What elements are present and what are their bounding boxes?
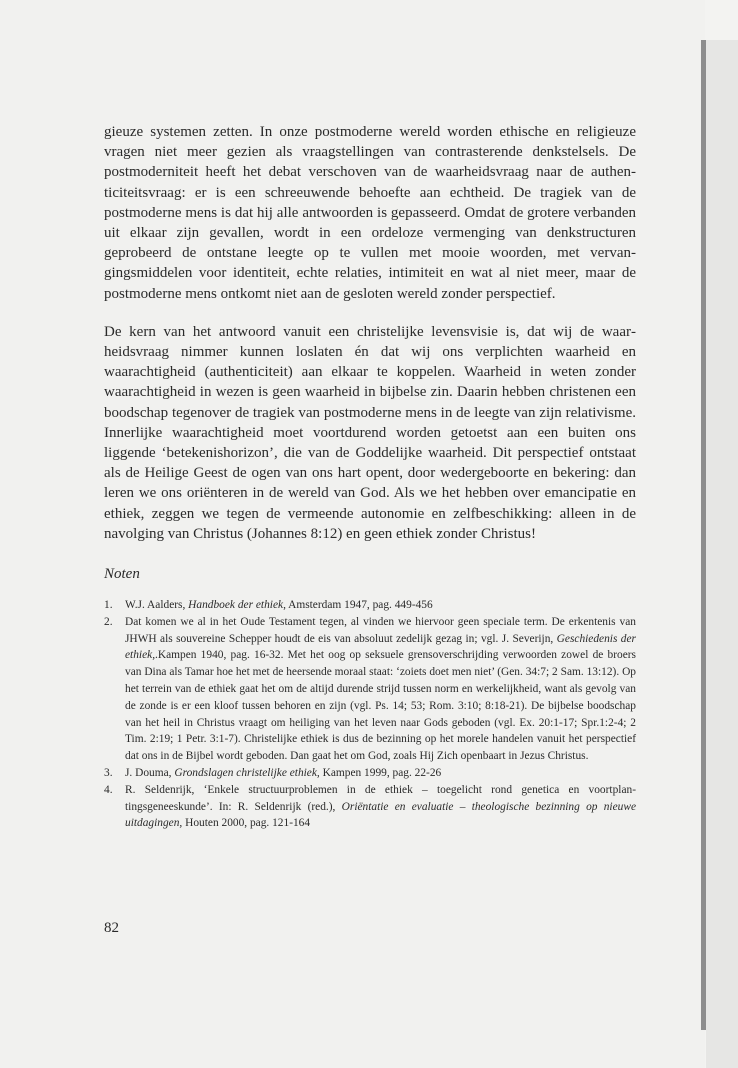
note-text: W.J. Aalders,: [125, 599, 189, 612]
note-number: 2.: [104, 615, 113, 628]
note-title: Oriëntatie en evaluatie – theologische bezinning op nieuwe uitdagingen,: [125, 800, 636, 830]
note-text: Dat komen we al in het Oude Testament tegen, al vinden we hiervoor geen speciale term. De erkentenis van JHWH als souvereine Schepper houdt de eis van absoluut zedelijk gezag in; vgl. J. Severijn,: [125, 615, 636, 645]
next-page-edge: [706, 40, 738, 1068]
note-text: , Amsterdam 1947, pag. 449-456: [283, 599, 433, 612]
note-item: [104, 782, 636, 832]
notes-list: [104, 597, 636, 832]
body-paragraph: De kern van het antwoord vanuit een christelijke levensvisie is, dat wij de waarheidsvraag nimmer kunnen loslaten én dat wij ons verplichten waarheid en waarachtigheid (authenticiteit) aan elkaar te koppelen. Waarheid in weten zonder waarachtigheid in wezen is geen waarheid in bijbelse zin. Daarin hebben christenen een boodschap tegenover de tragiek van postmoderne mens in de leegte van zijn relativisme. Innerlijke waarachtigheid moet voortdurend worden getoetst aan een buiten ons liggende ‘betekenishorizon’, die van de Goddelijke waarheid. Dit perspectief ontstaat als de Heilige Geest de ogen van ons hart opent, door wedergeboorte en bekering: dan leren we ons oriënteren in de wereld van God. Als we het hebben over emancipatie en ethiek, zeggen we tegen de vermeende autonomie en zelfbeschikking: alleen in de navolging van Christus (Johannes 8:12) en geen ethiek zonder Christus!: [104, 323, 636, 542]
note-text: Kampen 1999, pag. 22-26: [319, 767, 442, 780]
note-text: .Kampen 1940, pag. 16-32. Met het oog op seksuele grensoverschrijding verwoorden zowel de broers van Dina als Tamar hoe het met de heersende moraal staat: ‘zoiets doet men niet’ (Gen. 34:7; 2 Sam. 13:12). Op het terrein van de ethiek gaat het om de altijd durende strijd tussen norm en werkelijkheid, want als gevolg van de zonde is er een kloof tussen behoren en zijn (vgl. Ps. 14; 53; Rom. 3:10; 8:18-21). De bijbelse boodschap van het heil in Christus vraagt om heiliging van het leven naar Gods geboden (vgl. Ex. 20:1-17; Spr.1:2-4; 2 Tim. 2:19; 1 Petr. 3:1-7). Christelijke ethiek is dus de bezinning op het morele handelen vanuit het perspectief dat ons in de Bijbel wordt geboden. Dan gaat het om God, zoals Hij Zich openbaart in Jezus Christus.: [125, 649, 636, 763]
note-item: [104, 614, 636, 765]
note-item: [104, 597, 636, 614]
note-text: R. Seldenrijk, ‘Enkele structuurproblemen in de ethiek – toegelicht rond genetica en voortplantingsgeneeskunde’. In: R. Seldenrijk (red.),: [125, 783, 636, 813]
note-text: J. Douma,: [125, 767, 175, 780]
note-number: 4.: [104, 783, 113, 796]
note-number: 1.: [104, 599, 113, 612]
note-text: Houten 2000, pag. 121-164: [182, 817, 311, 830]
note-title: Geschiedenis der ethiek,: [125, 632, 636, 662]
notes-heading: Noten: [104, 566, 140, 583]
page-content: [104, 122, 636, 832]
note-item: [104, 765, 636, 782]
note-number: 3.: [104, 767, 113, 780]
note-title: Handboek der ethiek: [188, 599, 284, 612]
page-number: 82: [104, 920, 119, 936]
body-paragraph: gieuze systemen zetten. In onze postmoderne wereld worden ethische en religieuze vragen niet meer gezien als vraagstellingen van contrasterende denkstelsels. De postmoderniteit heeft het debat verschoven van de waarheidsvraag naar de authenticiteitsvraag: er is een schreeuwende behoefte aan echtheid. De tragiek van de postmoderne mens is dat hij alle antwoorden is gepasseerd. Omdat de grotere verbanden uit elkaar zijn gevallen, wordt in een ordeloze vermenging van denkstructuren geprobeerd de ontstane leegte op te vullen met mooie woorden, met vervangingsmiddelen voor identiteit, echte relaties, intimiteit en wat al niet meer, maar de postmoderne mens ontkomt niet aan de gesloten wereld zonder perspectief.: [104, 124, 636, 302]
note-title: Grondslagen christelijke ethiek,: [174, 767, 320, 780]
